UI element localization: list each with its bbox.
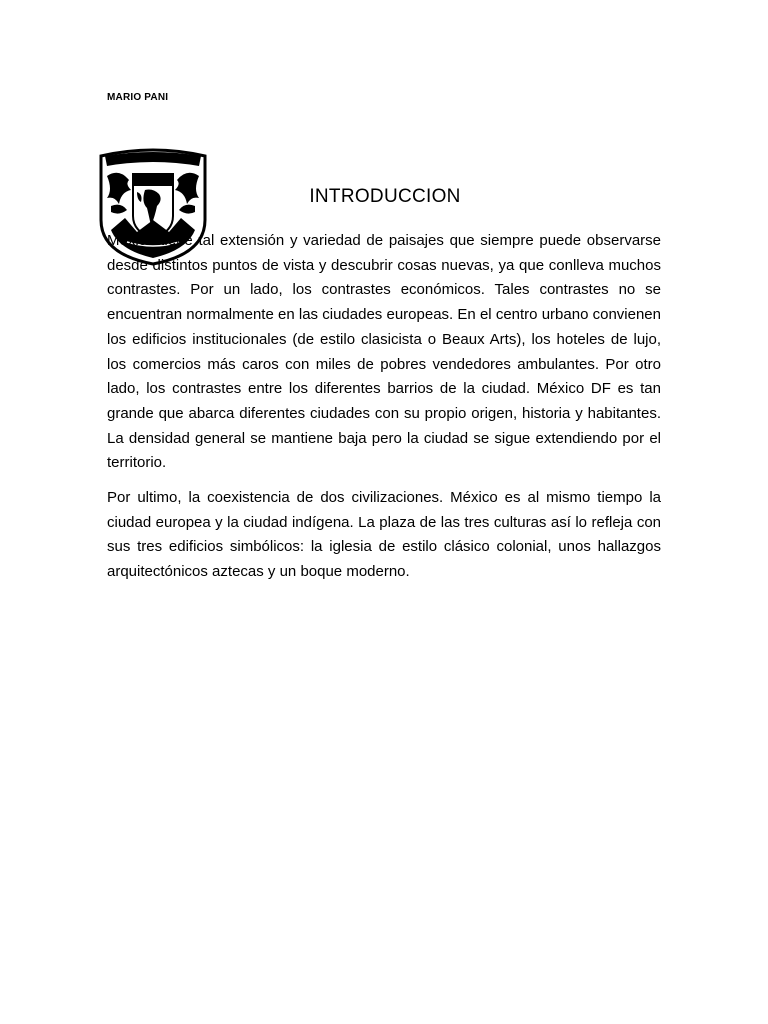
page-title: INTRODUCCION	[309, 186, 461, 207]
author-name: MARIO PANI	[107, 92, 169, 103]
paragraph: México tiene tal extensión y variedad de paisajes que siempre puede observarse desde distintos puntos de vista y descubrir cosas nuevas, ya que conlleva muchos contrastes. Por un lado, los contrastes económicos. Tales contrastes no se encuentran normalmente en las ciudades europeas. En el centro urbano convienen los edificios institucionales (de estilo clasicista o Beaux Arts), los hoteles de lujo, los comercios más caros con miles de pobres vendedores ambulantes. Por otro lado, los contrastes entre los diferentes barrios de la ciudad. México DF es tan grande que abarca diferentes ciudades con su propio origen, historia y habitantes. La densidad general se mantiene baja pero la ciudad se sigue extendiendo por el territorio.	[107, 232, 661, 472]
body-text	[107, 229, 661, 595]
paragraph: Por ultimo, la coexistencia de dos civilizaciones. México es al mismo tiempo la ciudad europea y la ciudad indígena. La plaza de las tres culturas así lo refleja con sus tres edificios simbólicos: la iglesia de estilo clásico colonial, unos hallazgos arquitectónicos aztecas y un boque moderno.	[107, 489, 661, 581]
